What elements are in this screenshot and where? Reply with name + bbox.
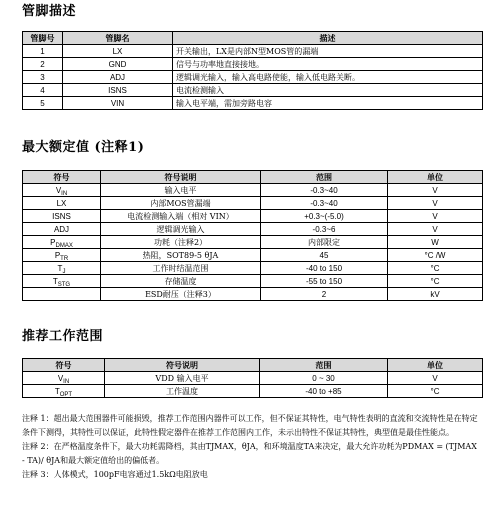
header-symbol: 符号 <box>23 171 101 184</box>
symbol <box>23 372 105 385</box>
symbol-subscript: J <box>62 268 66 275</box>
table-row <box>23 223 483 236</box>
pin-description-table <box>22 31 483 110</box>
header-symbol: 符号 <box>23 359 105 372</box>
symbol-description: ESD耐压（注释3） <box>101 288 261 301</box>
table-row <box>23 262 483 275</box>
unit: V <box>388 372 483 385</box>
symbol-subscript: IN <box>61 190 68 197</box>
pin-name: LX <box>63 45 173 58</box>
table-header-row <box>23 359 483 372</box>
unit: V <box>388 184 483 197</box>
symbol-text: V <box>55 185 62 195</box>
symbol-text: T <box>54 386 60 396</box>
pin-description: 信号与功率地直接接地。 <box>173 58 483 71</box>
range-value: -0.3~6 <box>261 223 388 236</box>
header-range: 范围 <box>260 359 388 372</box>
symbol <box>23 275 101 288</box>
abs-max-ratings-table <box>22 170 483 301</box>
table-row <box>23 84 483 97</box>
unit: °C <box>388 275 483 288</box>
symbol-text: P <box>54 250 61 260</box>
range-value: -0.3~40 <box>261 184 388 197</box>
header-pin-no: 管脚号 <box>23 32 63 45</box>
range-value: -40 to 150 <box>261 262 388 275</box>
pin-number: 4 <box>23 84 63 97</box>
range-value: 2 <box>261 288 388 301</box>
symbol-description: 热阻，SOT89-5 θJA <box>101 249 261 262</box>
symbol-description: 工作时结温范围 <box>101 262 261 275</box>
symbol-text: T <box>52 276 58 286</box>
symbol-description: 功耗（注释2） <box>101 236 261 249</box>
header-pin-name: 管脚名 <box>63 32 173 45</box>
table-row <box>23 236 483 249</box>
table-row <box>23 210 483 223</box>
symbol <box>23 385 105 398</box>
op-range-section-title: 推荐工作范围 <box>22 329 104 344</box>
table-row <box>23 45 483 58</box>
table-row <box>23 372 483 385</box>
symbol-text: T <box>57 263 63 273</box>
symbol-description: 内部MOS管漏端 <box>101 197 261 210</box>
pin-number: 2 <box>23 58 63 71</box>
symbol-description: 输入电平 <box>101 184 261 197</box>
symbol-subscript: DMAX <box>55 242 73 249</box>
range-value: 0 ~ 30 <box>260 372 388 385</box>
header-range: 范围 <box>261 171 388 184</box>
symbol-description: 工作温度 <box>105 385 260 398</box>
table-row <box>23 97 483 110</box>
note-1: 注释 1：超出最大范围器件可能损毁，推荐工作范围内器件可以工作，但不保证其特性，电气特性表明的直流和交流特性是在特定条件下测得，其特性可以保证，此特性假定器件在推荐工作范围内工作，未示出特性不保证其特性，典型值是最佳性能点。 <box>22 414 478 437</box>
range-value: -0.3~40 <box>261 197 388 210</box>
unit: °C /W <box>388 249 483 262</box>
symbol-description: VDD 输入电平 <box>105 372 260 385</box>
header-symbol-desc: 符号说明 <box>101 171 261 184</box>
pin-description: 逻辑调光输入，输入高电路使能，输入低电路关断。 <box>173 71 483 84</box>
symbol-subscript: IN <box>63 378 70 385</box>
operating-range-table <box>22 358 483 398</box>
pin-name: VIN <box>63 97 173 110</box>
table-header-row <box>23 171 483 184</box>
unit: °C <box>388 262 483 275</box>
table-row <box>23 184 483 197</box>
table-row <box>23 58 483 71</box>
abs-max-section-title: 最大额定值 (注释1) <box>22 140 145 155</box>
table-row <box>23 197 483 210</box>
header-description: 描述 <box>173 32 483 45</box>
symbol-subscript: TR <box>60 255 69 262</box>
symbol-description: 存储温度 <box>101 275 261 288</box>
header-symbol-desc: 符号说明 <box>105 359 260 372</box>
range-value: 内部限定 <box>261 236 388 249</box>
pin-description: 电流检测输入 <box>173 84 483 97</box>
table-header-row <box>23 32 483 45</box>
unit: V <box>388 197 483 210</box>
range-value: 45 <box>261 249 388 262</box>
symbol-description: 逻辑调光输入 <box>101 223 261 236</box>
symbol-text: LX <box>56 198 67 208</box>
pin-number: 3 <box>23 71 63 84</box>
pin-number: 5 <box>23 97 63 110</box>
symbol <box>23 223 101 236</box>
symbol <box>23 210 101 223</box>
symbol <box>23 288 101 301</box>
symbol-text: ADJ <box>53 224 70 234</box>
pin-name: GND <box>63 58 173 71</box>
pin-description: 开关输出，LX是内部N型MOS管的漏端 <box>173 45 483 58</box>
notes-block <box>22 412 482 482</box>
symbol-text: P <box>50 237 56 247</box>
pin-name: ADJ <box>63 71 173 84</box>
range-value: -40 to +85 <box>260 385 388 398</box>
symbol <box>23 197 101 210</box>
unit: W <box>388 236 483 249</box>
pin-number: 1 <box>23 45 63 58</box>
header-unit: 单位 <box>388 171 483 184</box>
table-row <box>23 249 483 262</box>
pin-name: ISNS <box>63 84 173 97</box>
symbol-subscript: STG <box>57 281 71 288</box>
unit: °C <box>388 385 483 398</box>
symbol <box>23 236 101 249</box>
unit: V <box>388 223 483 236</box>
range-value: -55 to 150 <box>261 275 388 288</box>
table-row <box>23 385 483 398</box>
unit: kV <box>388 288 483 301</box>
unit: V <box>388 210 483 223</box>
symbol <box>23 249 101 262</box>
symbol-text: V <box>57 373 64 383</box>
pin-section-title: 管脚描述 <box>22 4 77 19</box>
table-row <box>23 275 483 288</box>
table-row <box>23 71 483 84</box>
symbol-subscript: OPT <box>59 391 73 398</box>
range-value: +0.3~(-5.0) <box>261 210 388 223</box>
symbol <box>23 262 101 275</box>
symbol-text: ISNS <box>52 211 71 221</box>
header-unit: 单位 <box>388 359 483 372</box>
pin-description: 输入电平端，需加旁路电容 <box>173 97 483 110</box>
note-3: 注释 3：人体模式，100pF电容通过1.5kΩ电阻放电 <box>22 470 208 479</box>
symbol-description: 电流检测输入端（相对 VIN） <box>101 210 261 223</box>
note-2: 注释 2：在严格温度条件下，最大功耗需降档，其由TJMAX，θJA，和环境温度TA来决定，最大允许功耗为PDMAX = (TJMAX - TA)/ θJA和最大额定值给出的偏低者。 <box>22 442 477 465</box>
symbol <box>23 184 101 197</box>
table-row <box>23 288 483 301</box>
